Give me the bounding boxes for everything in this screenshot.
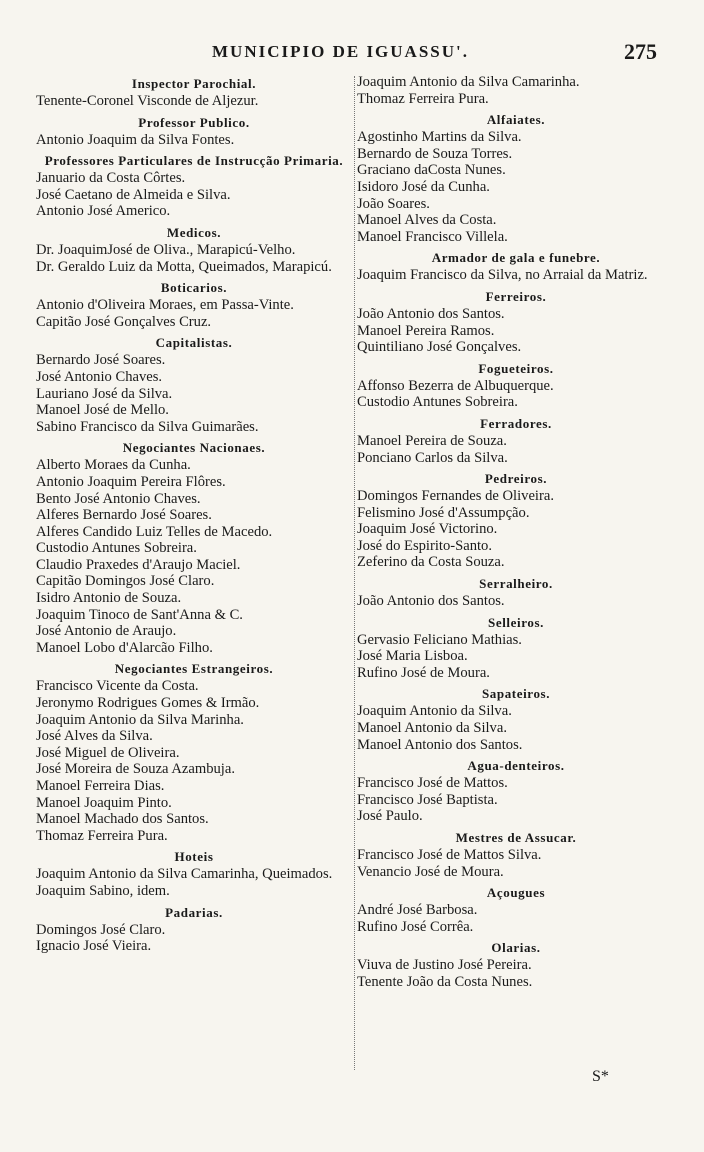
directory-section (357, 885, 675, 938)
directory-entry: Capitão José Gonçalves Cruz. (36, 313, 212, 330)
directory-entry: Manoel Joaquim Pinto. (36, 794, 172, 811)
directory-entry: Bernardo José Soares. (36, 352, 166, 369)
directory-entry: José Moreira de Souza Azambuja. (36, 761, 235, 778)
directory-section (357, 361, 675, 414)
directory-entry: Agostinho Martins da Silva. (357, 129, 522, 146)
directory-entry: Francisco José Baptista. (357, 791, 498, 808)
directory-section (357, 686, 675, 756)
directory-entry: Manoel Francisco Villela. (357, 228, 508, 245)
directory-section (36, 280, 352, 333)
directory-entry: Rufino José Corrêa. (357, 918, 474, 935)
section-heading: Sapateiros. (481, 686, 551, 702)
directory-entry: Francisco Vicente da Costa. (36, 678, 199, 695)
section-heading: Pedreiros. (484, 471, 548, 487)
directory-entry: Domingos Fernandes de Oliveira. (357, 488, 554, 505)
section-heading: Mestres de Assucar. (455, 830, 577, 845)
directory-entry: Manoel Alves da Costa. (357, 212, 497, 229)
directory-section (357, 758, 675, 828)
page-header (0, 39, 704, 68)
running-head: MUNICIPIO DE IGUASSU'. (212, 42, 469, 61)
section-heading: Medicos. (166, 224, 222, 240)
directory-entry: Custodio Antunes Sobreira. (36, 540, 197, 557)
directory-entry: Graciano daCosta Nunes. (357, 162, 506, 179)
left-column (36, 74, 352, 958)
directory-entry: José Antonio Chaves. (36, 368, 163, 385)
section-heading: Negociantes Estrangeiros. (114, 661, 274, 677)
directory-entry: Alferes Bernardo José Soares. (36, 507, 212, 524)
directory-section (36, 76, 352, 113)
directory-entry: Joaquim Antonio da Silva Camarinha. (357, 74, 580, 90)
directory-section (36, 440, 352, 659)
directory-entry: Thomaz Ferreira Pura. (357, 90, 489, 107)
section-heading: Padarias. (165, 904, 223, 920)
directory-section (36, 115, 352, 152)
directory-entry: Manoel Pereira Ramos. (357, 322, 495, 339)
directory-entry: Viuva de Justino José Pereira. (357, 957, 532, 974)
directory-entry: Felismino José d'Assumpção. (357, 504, 530, 521)
directory-entry: Alferes Candido Luiz Telles de Macedo. (36, 523, 273, 540)
directory-entry: Ignacio José Vieira. (36, 938, 152, 955)
directory-entry: Quintiliano José Gonçalves. (357, 339, 522, 356)
directory-entry: Joaquim Antonio da Silva Camarinha, Queimados. (36, 866, 333, 883)
section-heading: Selleiros. (488, 614, 544, 630)
directory-entry: Jeronymo Rodrigues Gomes & Irmão. (36, 695, 260, 712)
directory-entry: José Paulo. (357, 808, 423, 825)
directory-entry: Dr. Geraldo Luiz da Motta, Queimados, Marapicú. (36, 258, 332, 275)
section-heading: Ferradores. (480, 415, 552, 431)
directory-entry: André José Barbosa. (357, 902, 478, 919)
section-heading: Serralheiro. (479, 576, 553, 592)
directory-entry: Capitão Domingos José Claro. (36, 573, 215, 590)
directory-entry: Claudio Praxedes d'Araujo Maciel. (36, 556, 241, 573)
directory-entry: João Antonio dos Santos. (357, 305, 505, 322)
directory-section (36, 905, 352, 958)
directory-entry: Sabino Francisco da Silva Guimarães. (36, 418, 259, 435)
directory-entry: Manoel Lobo d'Alarcão Filho. (36, 639, 213, 656)
directory-entry: Affonso Bezerra de Albuquerque. (357, 377, 554, 394)
signature-mark: S* (592, 1068, 609, 1085)
directory-entry: Januario da Costa Côrtes. (36, 170, 186, 187)
directory-entry: Manoel Machado dos Santos. (36, 811, 209, 828)
section-heading: Boticarios. (160, 280, 228, 296)
directory-entry: Domingos José Claro. (36, 921, 166, 938)
directory-entry: Joaquim Sabino, idem. (36, 882, 170, 899)
section-heading: Fogueteiros. (478, 360, 554, 376)
directory-entry: Bernardo de Souza Torres. (357, 145, 513, 162)
directory-entry: Antonio Joaquim da Silva Fontes. (36, 131, 235, 148)
directory-entry: Antonio José Americo. (36, 203, 171, 220)
directory-entry: Francisco José de Mattos. (357, 775, 508, 792)
directory-entry: Manoel Antonio da Silva. (357, 720, 507, 737)
directory-entry: Gervasio Feliciano Mathias. (357, 631, 522, 648)
directory-entry: Tenente-Coronel Visconde de Aljezur. (36, 93, 259, 109)
directory-entry: Manoel Antonio dos Santos. (357, 736, 523, 753)
directory-entry: João Soares. (357, 195, 430, 212)
section-heading: Hoteis (174, 849, 214, 865)
directory-entry: Isidro Antonio de Souza. (36, 590, 182, 607)
directory-entry: Venancio José de Moura. (357, 863, 504, 880)
directory-entry: José Maria Lisboa. (357, 648, 468, 665)
directory-entry: Antonio Joaquim Pereira Flôres. (36, 473, 226, 490)
directory-entry: Lauriano José da Silva. (36, 385, 173, 402)
directory-section (357, 576, 675, 613)
directory-entry: Joaquim Tinoco de Sant'Anna & C. (36, 606, 243, 623)
directory-section (357, 416, 675, 469)
directory-entry: Tenente João da Costa Nunes. (357, 973, 533, 990)
directory-section (357, 615, 675, 685)
directory-entry: Isidoro José da Cunha. (357, 178, 490, 195)
directory-section (36, 849, 352, 902)
section-heading: Agua-denteiros. (467, 758, 565, 774)
column-divider (354, 76, 355, 1070)
directory-section (357, 471, 675, 574)
directory-entry: Joaquim Antonio da Silva Marinha. (36, 711, 244, 728)
right-column (357, 74, 675, 994)
directory-section (36, 661, 352, 847)
page-number: 275 (624, 39, 657, 64)
directory-entry: José Caetano de Almeida e Silva. (36, 186, 231, 203)
directory-entry: Ponciano Carlos da Silva. (357, 449, 508, 466)
directory-entry: José Alves da Silva. (36, 728, 153, 745)
section-heading: Olarias. (491, 940, 541, 956)
directory-section (357, 250, 675, 287)
section-heading: Armador de gala e funebre. (431, 250, 601, 266)
section-heading: Professor Publico. (138, 114, 250, 130)
directory-entry: Rufino José de Moura. (357, 664, 490, 681)
section-heading: Ferreiros. (485, 288, 547, 304)
directory-section (36, 335, 352, 438)
directory-entry: Joaquim José Victorino. (357, 521, 498, 538)
directory-section (357, 289, 675, 359)
directory-entry: Manoel José de Mello. (36, 402, 169, 419)
section-heading: Professores Particulares de Instrucção Primaria. (44, 153, 344, 169)
directory-entry: Manoel Pereira de Souza. (357, 432, 507, 449)
directory-entry: Thomaz Ferreira Pura. (36, 827, 168, 844)
directory-entry: José do Espirito-Santo. (357, 537, 492, 554)
section-heading: Negociantes Nacionaes. (122, 440, 266, 456)
directory-entry: Francisco José de Mattos Silva. (357, 847, 542, 863)
directory-entry: Joaquim Antonio da Silva. (357, 703, 512, 720)
directory-entry: Dr. JoaquimJosé de Oliva., Marapicú-Velho. (36, 241, 296, 258)
directory-entry: José Antonio de Araujo. (36, 623, 177, 640)
directory-section (357, 830, 675, 883)
directory-entry: Custodio Antunes Sobreira. (357, 394, 518, 411)
directory-entry: João Antonio dos Santos. (357, 593, 505, 610)
section-heading: Açougues (486, 885, 546, 901)
directory-entry: Antonio d'Oliveira Moraes, em Passa-Vinte. (36, 297, 294, 314)
section-heading: Capitalistas. (155, 335, 233, 351)
directory-entry: Bento José Antonio Chaves. (36, 490, 201, 507)
section-heading: Alfaiates. (486, 112, 546, 128)
directory-section (357, 940, 675, 993)
directory-section (357, 112, 675, 248)
directory-entry: José Miguel de Oliveira. (36, 744, 180, 761)
directory-section (36, 153, 352, 223)
directory-section (36, 225, 352, 278)
section-heading: Inspector Parochial. (131, 76, 257, 91)
directory-entry: Alberto Moraes da Cunha. (36, 457, 191, 474)
directory-section (357, 74, 675, 110)
directory-entry: Zeferino da Costa Souza. (357, 554, 505, 571)
directory-entry: Manoel Ferreira Dias. (36, 778, 165, 794)
directory-entry: Joaquim Francisco da Silva, no Arraial da Matriz. (357, 267, 648, 284)
